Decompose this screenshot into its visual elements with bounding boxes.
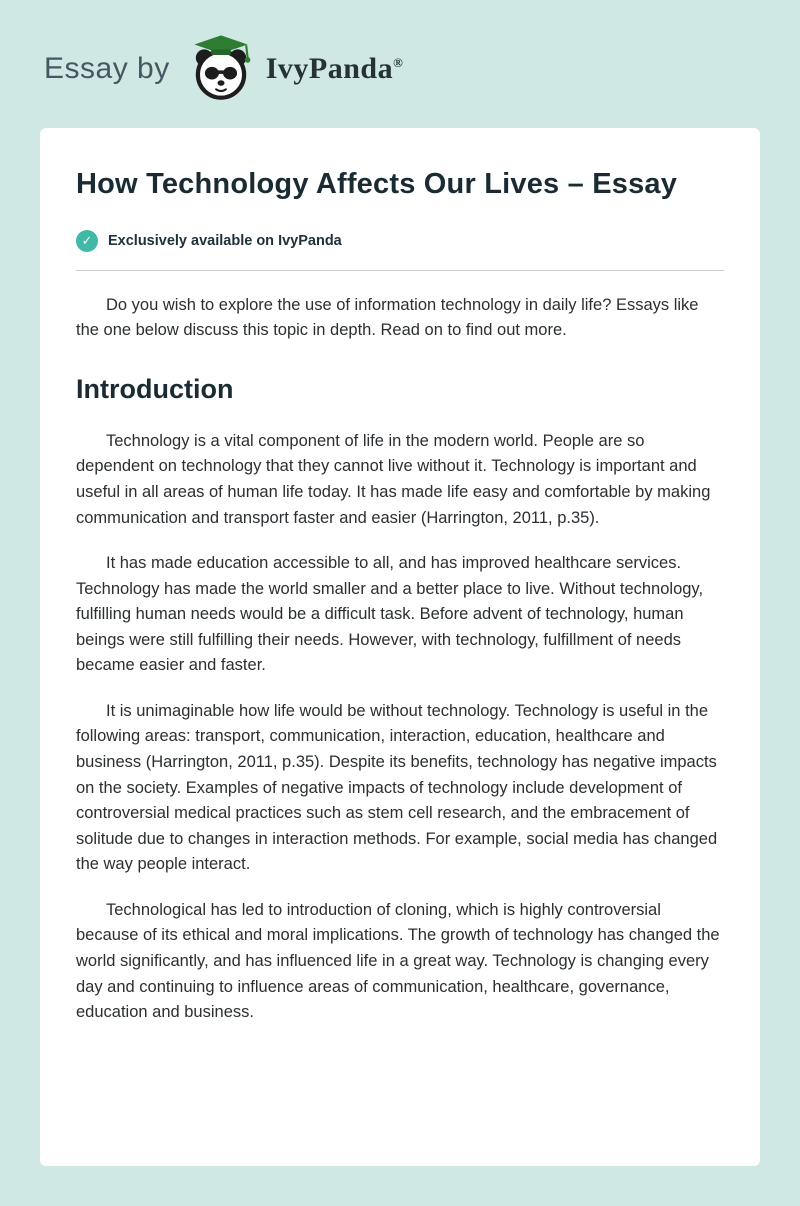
registered-mark: ® — [393, 55, 404, 70]
intro-paragraph: Do you wish to explore the use of information technology in daily life? Essays like the one below discuss this topic in depth. Read on to find out more. — [76, 295, 699, 340]
panda-logo-icon — [184, 34, 258, 104]
essay-card — [40, 128, 760, 1166]
exclusive-badge-label: Exclusively available on IvyPanda — [108, 232, 342, 249]
essay-paragraph-4: Technological has led to introduction of cloning, which is highly controversial because of its ethical and moral implications. The growth of technology has changed the world significantly, and has influenced life in a great way. Technology is changing every day and continuing to influence areas of communication, healthcare, governance, education and business. — [76, 900, 720, 1022]
ivypanda-logo — [184, 34, 404, 104]
brand-name-text: IvyPanda — [265, 52, 394, 85]
essay-paragraph-2: It has made education accessible to all, and has improved healthcare services. Technology has made the world smaller and a better place to live. Without technology, fulfilling human needs would be a difficult task. Before advent of technology, human beings were still fulfilling their needs. However, with technology, fulfillment of needs became easier and faster. — [76, 554, 704, 675]
check-icon: ✓ — [76, 230, 98, 252]
essay-paragraph-1: Technology is a vital component of life in the modern world. People are so dependent on technology that they cannot live without it. Technology is important and useful in all areas of human life today. It has made life easy and comfortable by making communication and transport faster and easier (Harrington, 2011, p.35). — [76, 431, 711, 527]
exclusive-badge — [76, 230, 724, 252]
page-title: How Technology Affects Our Lives – Essay — [76, 168, 678, 200]
site-header — [0, 0, 800, 128]
brand-name — [266, 52, 404, 86]
essay-by-label: Essay by — [44, 52, 170, 85]
divider — [76, 270, 724, 271]
section-heading-introduction: Introduction — [76, 373, 234, 404]
essay-paragraph-3: It is unimaginable how life would be without technology. Technology is useful in the following areas: transport, communication, interaction, education, healthcare and business (Harrington, 2011, p.35). Despite its benefits, technology has negative impacts on the society. Examples of negative impacts of technology include development of controversial medical practices such as stem cell research, and the embracement of solitude due to changes in interaction methods. For example, social media has changed the way people interact. — [76, 701, 718, 874]
